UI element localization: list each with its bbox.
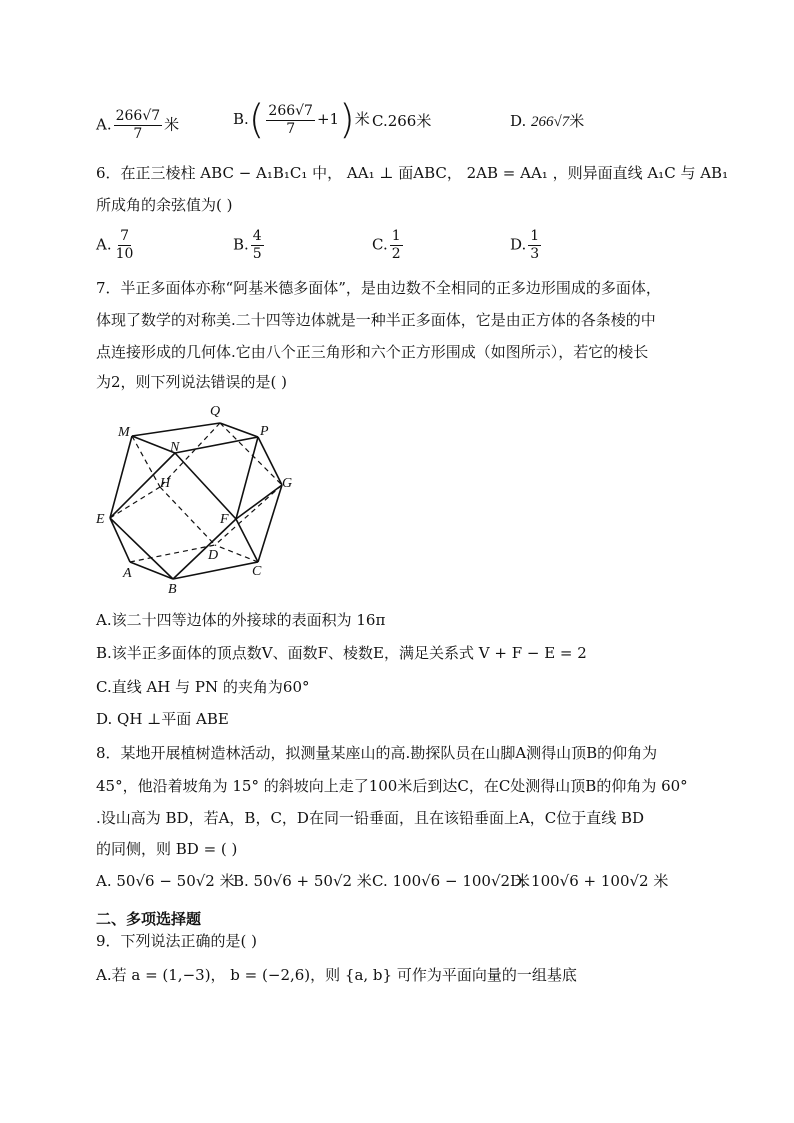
- q6-option-d: D. $\frac{1}{3}$: [510, 228, 540, 262]
- q7-option-d: D. QH ⊥平面 ABE: [96, 710, 229, 728]
- q8-stem-line4: 的同侧，则 BD = ( ): [96, 840, 238, 858]
- label-E: E: [96, 512, 105, 527]
- q7-stem-line2: 体现了数学的对称美.二十四等边体就是一种半正多面体，它是由正方体的各条棱的中: [96, 311, 656, 329]
- label-H: H: [160, 476, 171, 491]
- label-N: N: [170, 440, 180, 455]
- q5-option-d: D. 266√7米: [510, 112, 585, 130]
- label-A: A: [123, 566, 132, 581]
- q6-stem-line2: 所成角的余弦值为( ): [96, 196, 233, 214]
- q6-stem-line1: 6．在正三棱柱 ABC − A₁B₁C₁ 中， AA₁ ⊥ 面ABC， 2AB = AA₁ ，则异面直线 A₁C 与 AB₁: [96, 164, 729, 182]
- q5-option-c: C.266米: [372, 112, 432, 130]
- q5-option-a: A. $\frac{266√7}{7}$ 米: [96, 108, 180, 142]
- q8-stem-line3: .设山高为 BD，若A，B，C，D在同一铅垂面，且在该铅垂面上A，C位于直线 BD: [96, 809, 645, 827]
- q7-stem-line4: 为2，则下列说法错误的是( ): [96, 373, 288, 391]
- q8-option-b: B. 50√6 + 50√2 米: [233, 872, 372, 890]
- q8-stem-line1: 8．某地开展植树造林活动，拟测量某座山的高.勘探队员在山脚A测得山顶B的仰角为: [96, 744, 658, 762]
- q9-stem-line1: 9．下列说法正确的是( ): [96, 932, 258, 950]
- q9-option-a: A.若 a = (1,−3)， b = (−2,6)，则 {a, b} 可作为平面向量的一组基底: [96, 966, 577, 984]
- q5-option-b: B.( $\frac{266√7}{7}$ +1)米: [233, 97, 370, 143]
- q6-option-a: A. $\frac{7}{10}$: [96, 228, 134, 262]
- q7-option-a: A.该二十四等边体的外接球的表面积为 16π: [96, 611, 386, 629]
- q7-option-b: B.该半正多面体的顶点数V、面数F、棱数E，满足关系式 V + F − E = 2: [96, 644, 587, 662]
- label-P: P: [260, 424, 269, 439]
- label-Q: Q: [210, 404, 221, 419]
- label-B: B: [168, 582, 177, 597]
- q8-option-d: D. 100√6 + 100√2 米: [510, 872, 669, 890]
- polyhedron-figure: [90, 395, 300, 600]
- q8-option-a: A. 50√6 − 50√2 米: [96, 872, 235, 890]
- q8-stem-line2: 45°，他沿着坡角为 15° 的斜坡向上走了100米后到达C，在C处测得山顶B的仰角为 60°: [96, 777, 688, 795]
- q7-stem-line1: 7．半正多面体亦称“阿基米德多面体”，是由边数不全相同的正多边形围成的多面体，: [96, 279, 661, 297]
- q7-stem-line3: 点连接形成的几何体.它由八个正三角形和六个正方形围成（如图所示），若它的棱长: [96, 343, 649, 361]
- label-C: C: [252, 564, 262, 579]
- label-D: D: [208, 548, 219, 563]
- section-title: 二、多项选择题: [96, 910, 202, 928]
- label-G: G: [282, 476, 293, 491]
- q8-option-c: C. 100√6 − 100√2 米: [372, 872, 530, 890]
- label-M: M: [118, 425, 130, 440]
- q7-option-c: C.直线 AH 与 PN 的夹角为60°: [96, 678, 310, 696]
- q6-option-b: B. $\frac{4}{5}$: [233, 228, 262, 262]
- label-F: F: [220, 512, 229, 527]
- q6-option-c: C. $\frac{1}{2}$: [372, 228, 401, 262]
